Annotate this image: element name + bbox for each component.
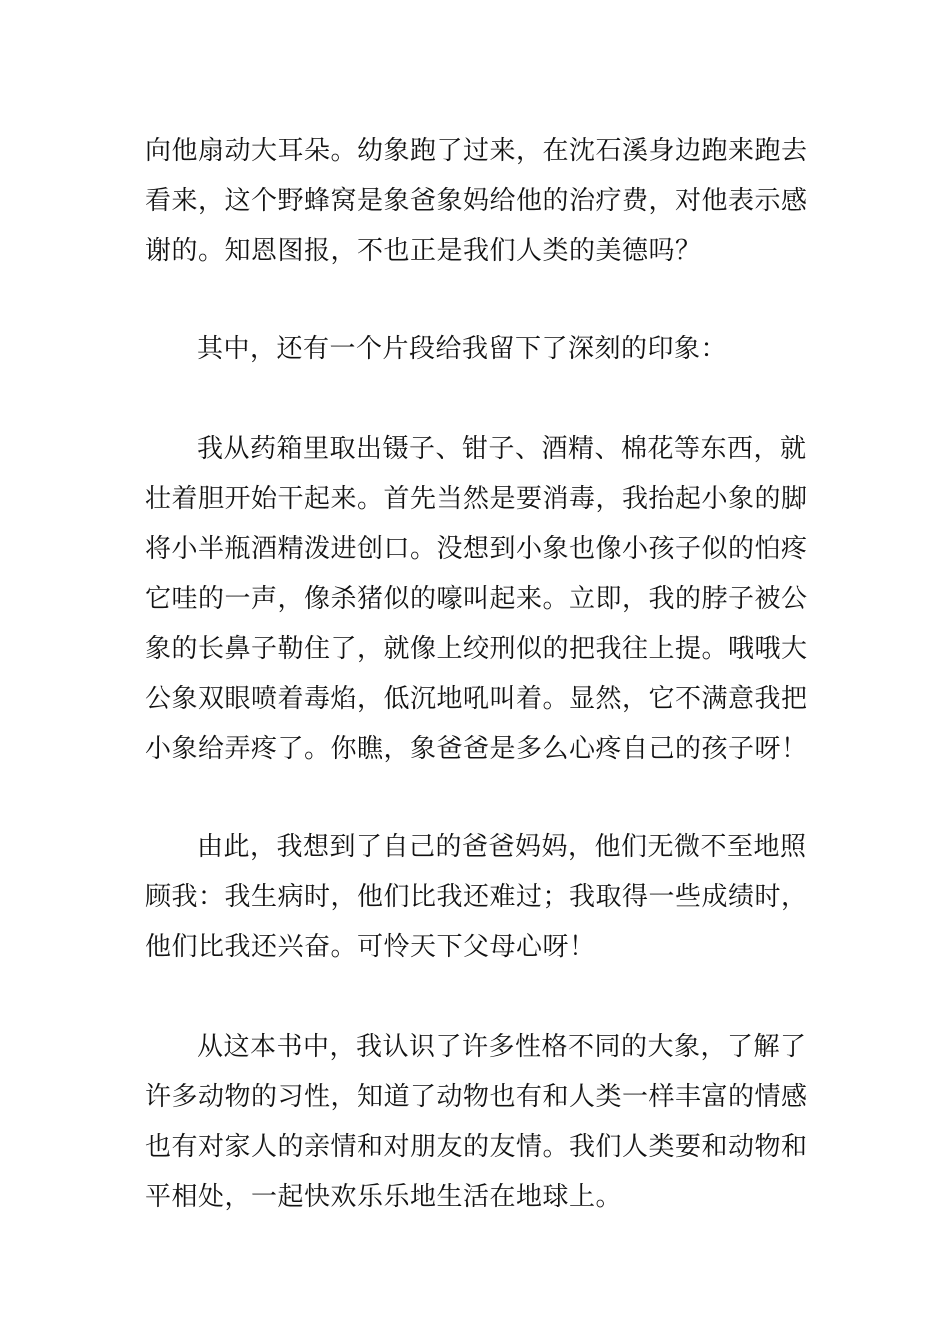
paragraph-line: 他们比我还兴奋。可怜天下父母心呀！	[145, 932, 596, 962]
paragraph-line: 由此，我想到了自己的爸爸妈妈，他们无微不至地照	[197, 832, 807, 862]
paragraph-line: 顾我：我生病时，他们比我还难过；我取得一些成绩时，	[145, 882, 808, 912]
paragraph-line: 将小半瓶酒精泼进创口。没想到小象也像小孩子似的怕疼	[145, 534, 808, 564]
paragraph-line: 公象双眼喷着毒焰，低沉地吼叫着。显然，它不满意我把	[145, 684, 808, 714]
paragraph-line: 象的长鼻子勒住了，就像上绞刑似的把我往上提。哦哦大	[145, 634, 808, 664]
paragraph-line: 它哇的一声，像杀猪似的嚎叫起来。立即，我的脖子被公	[145, 584, 808, 614]
paragraph-line: 许多动物的习性，知道了动物也有和人类一样丰富的情感	[145, 1082, 808, 1112]
paragraph-line: 也有对家人的亲情和对朋友的友情。我们人类要和动物和	[145, 1132, 808, 1162]
paragraph-line: 谢的。知恩图报，不也正是我们人类的美德吗？	[145, 236, 702, 266]
paragraph-1	[145, 126, 810, 276]
paragraph-line: 从这本书中，我认识了许多性格不同的大象，了解了	[197, 1032, 807, 1062]
paragraph-line: 我从药箱里取出镊子、钳子、酒精、棉花等东西，就	[197, 434, 807, 464]
paragraph-5	[145, 1022, 810, 1222]
paragraph-line: 壮着胆开始干起来。首先当然是要消毒，我抬起小象的脚	[145, 484, 808, 514]
paragraph-line: 平相处，一起快欢乐乐地生活在地球上。	[145, 1182, 623, 1212]
paragraph-4	[145, 822, 810, 972]
paragraph-line: 看来，这个野蜂窝是象爸象妈给他的治疗费，对他表示感	[145, 186, 808, 216]
paragraph-2	[145, 324, 810, 374]
paragraph-line: 向他扇动大耳朵。幼象跑了过来，在沈石溪身边跑来跑去	[145, 136, 808, 166]
paragraph-line: 小象给弄疼了。你瞧，象爸爸是多么心疼自己的孩子呀！	[145, 734, 808, 764]
paragraph-line: 其中，还有一个片段给我留下了深刻的印象：	[197, 334, 728, 364]
paragraph-3	[145, 424, 810, 774]
